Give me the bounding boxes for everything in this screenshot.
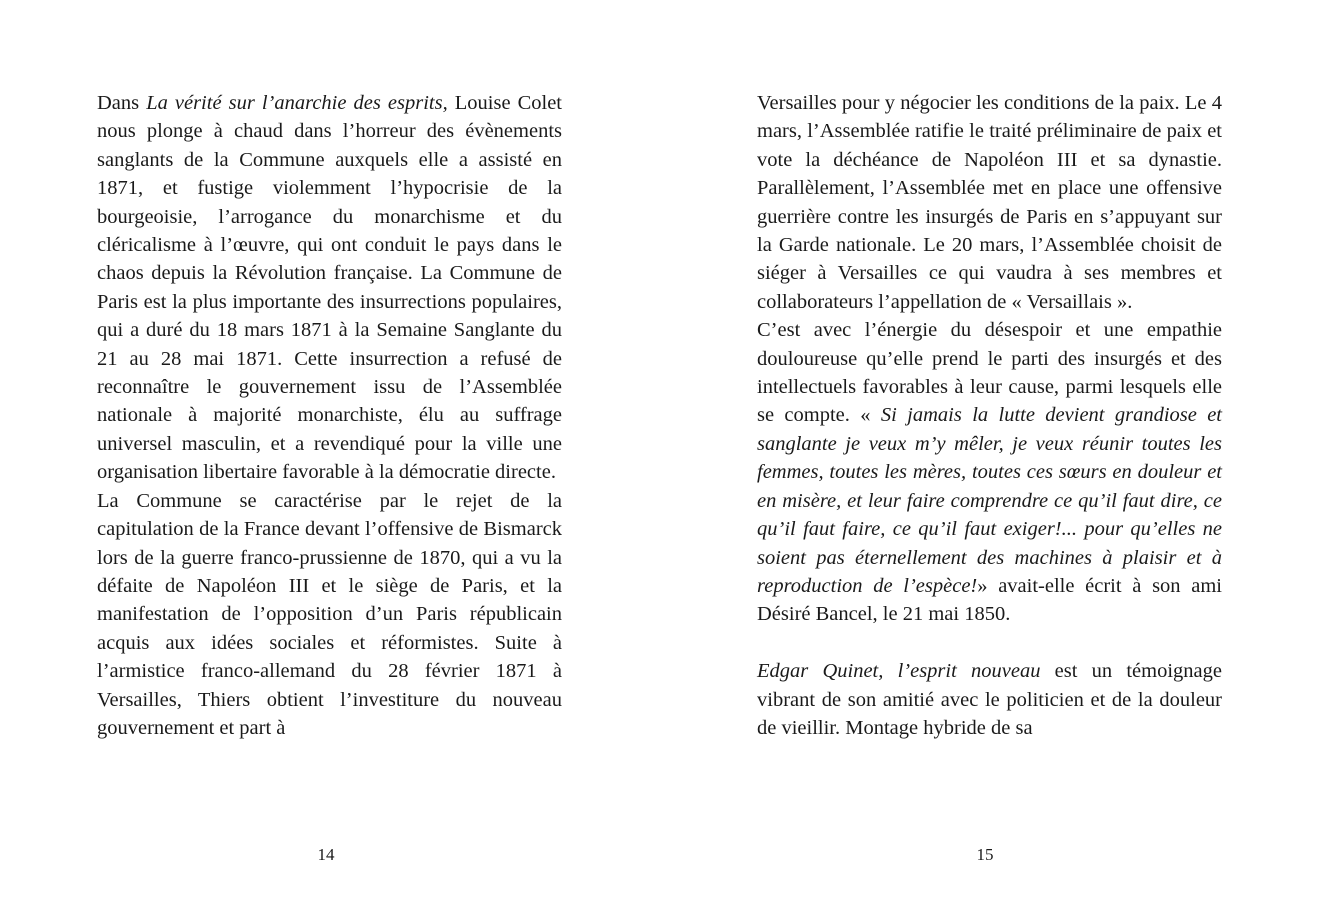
text-run: Louise Colet nous plonge à chaud dans l’horreur des évènements sanglants de la Commune auxquels elle a assisté en 1871, et fustige violemment l’hypocrisie de la bourgeoisie, l’arrogance du monarchisme et du cléricalisme à l’œuvre, qui ont conduit le pays dans le chaos depuis la Révolution française. La Commune de Paris est la plus importante des insurrections populaires, qui a duré du 18 mars 1871 à la Semaine Sanglante du 21 au 28 mai 1871. Cette insurrection a refusé de reconnaître le gouvernement issu de l’Assemblée nationale à majorité monarchiste, élu au suffrage universel masculin, et a revendiqué pour la ville une organisation libertaire favorable à la démocratie directe. <box>97 92 563 484</box>
right-page <box>757 89 1222 742</box>
left-page-text <box>97 89 562 742</box>
page-number-right: 15 <box>976 845 994 864</box>
text-run: » avait-elle écrit à son ami Désiré Bancel, le 21 mai 1850. <box>757 574 1222 626</box>
paragraph <box>97 487 562 743</box>
text-run: C’est avec l’énergie du désespoir et une empathie douloureuse qu’elle prend le parti des insurgés et des intellectuels favorables à leur cause, parmi lesquels elle se compte. « <box>757 319 1222 427</box>
text-run: est un témoignage vibrant de son amitié avec le politicien et de la douleur de vieillir. Montage hybride de sa <box>757 660 1222 739</box>
paragraph-gap <box>757 629 1222 657</box>
left-page <box>97 89 562 742</box>
text-run: Versailles pour y négocier les conditions de la paix. Le 4 mars, l’Assemblée ratifie le traité préliminaire de paix et vote la déchéance de Napoléon III et sa dynastie. Parallèlement, l’Assemblée met en place une offensive guerrière contre les insurgés de Paris en s’appuyant sur la Garde nationale. Le 20 mars, l’Assemblée choisit de siéger à Versailles ce qui vaudra à ses membres et collaborateurs l’appellation de « Versaillais ». <box>757 92 1222 313</box>
italic-text-run: Si jamais la lutte devient grandiose et sanglante je veux m’y mêler, je veux réunir toutes les femmes, toutes les mères, toutes ces sœurs en douleur et en misère, et leur faire comprendre ce qu’il faut dire, ce qu’il faut faire, ce qu’il faut exiger!... pour qu’elles ne soient pas éternellement des machines à plaisir et à reproduction de l’espèce! <box>757 404 1223 597</box>
italic-text-run: Edgar Quinet, l’esprit nouveau <box>757 660 1041 683</box>
text-run: La Commune se caractérise par le rejet de la capitulation de la France devant l’offensive de Bismarck lors de la guerre franco-prussienne de 1870, qui a vu la défaite de Napoléon III et le siège de Paris, et la manifestation de l’opposition d’un Paris républicain acquis aux idées sociales et réformistes. Suite à l’armistice franco-allemand du 28 février 1871 à Versailles, Thiers obtient l’investiture du nouveau gouvernement et part à <box>97 489 562 739</box>
italic-text-run: La vérité sur l’anarchie des esprits, <box>146 92 448 114</box>
paragraph <box>97 89 562 487</box>
paragraph <box>757 316 1222 628</box>
page-number-left: 14 <box>317 845 335 864</box>
text-run: Dans <box>97 92 147 114</box>
paragraph <box>757 657 1222 742</box>
paragraph <box>757 89 1222 316</box>
right-page-text <box>757 89 1222 742</box>
